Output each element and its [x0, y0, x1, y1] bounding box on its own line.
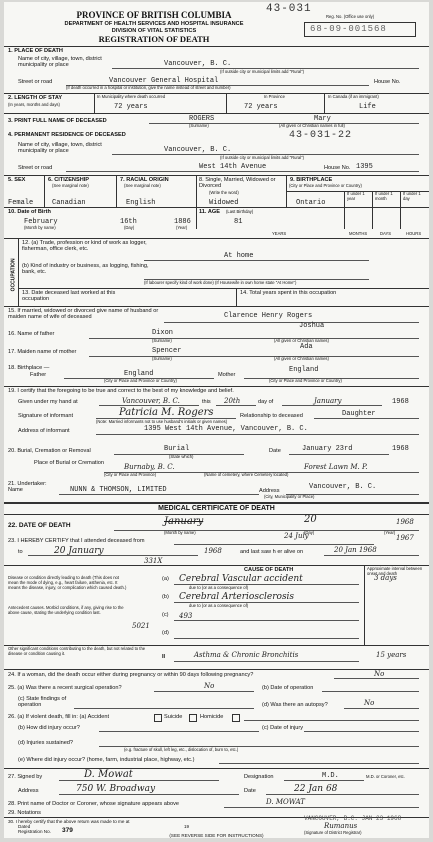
province-title: PROVINCE OF BRITISH COLUMBIA — [76, 10, 232, 20]
doctor-address: 750 W. Broadway — [76, 784, 156, 794]
burial-value: Burial — [164, 445, 190, 453]
mother-birthplace-cap: (City or Place and Province or Country) — [269, 378, 342, 383]
given-month-value: January — [314, 397, 342, 405]
mother-birthplace: England — [289, 366, 319, 374]
stay-canada-label: In Canada (if an immigrant) — [328, 94, 379, 99]
doctor-signature: D. Mowat — [84, 769, 133, 780]
informant-sig-label: Signature of informant — [18, 413, 74, 419]
burial-year-value: 1968 — [392, 445, 409, 453]
industry-label: (b) Kind of industry or business, as logging, fishing, bank, etc. — [22, 263, 149, 276]
age-years-caption: YEARS — [272, 231, 287, 236]
place-city-value: Vancouver, B. C. — [164, 60, 232, 68]
homicide-label: Homicide — [200, 714, 224, 720]
cause-b-value: Cerebral Arteriosclerosis — [179, 592, 295, 602]
spouse-label: 15. If married, widowed or divorced give name of husband or maiden name of wife of deceased — [8, 308, 159, 321]
certify-return-label: 30. I hereby certify that the above return was made to me at — [8, 819, 130, 824]
stay-prov-value: 72 years — [244, 103, 278, 111]
pregnancy-value: No — [374, 670, 385, 678]
given-at-value: Vancouver, B. C. — [122, 397, 180, 405]
given-year-value: 1968 — [392, 398, 409, 406]
last-saw-value: 20 Jan 1968 — [334, 546, 377, 554]
attended-from: 24 July — [284, 532, 309, 540]
cause-code: 331X — [144, 557, 163, 565]
given-names-value: Mary — [314, 115, 331, 123]
reverse-side-note: (SEE REVERSE SIDE FOR INSTRUCTIONS) — [169, 833, 264, 838]
death-year: 1968 — [396, 518, 414, 526]
mother-given-cap: (All given or Christian names) — [274, 356, 329, 361]
mother-surname: Spencer — [152, 347, 182, 355]
place-street-label: Street or road — [18, 79, 53, 85]
dob-month: February — [24, 218, 58, 226]
dob-year-caption: (Year) — [176, 225, 188, 230]
birthplace-label: 9. BIRTHPLACE — [290, 177, 333, 183]
violent-death-label: 26. (a) If violent death, fill in: (a) Accident — [8, 714, 110, 720]
registration-no-label: Registration No. — [18, 829, 51, 834]
cause-a-letter: (a) — [162, 576, 169, 582]
cause-d-letter: (d) — [162, 630, 169, 636]
burial-value-cap: (State which) — [169, 454, 194, 459]
attended-to-year: 1968 — [204, 547, 222, 555]
given-day-value: 20th — [224, 397, 241, 405]
autopsy-value: No — [364, 699, 375, 707]
how-injury-label: (b) How did injury occur? — [18, 725, 80, 731]
certify-informant-label: 19. I certify that the foregoing to be true and correct to the best of my knowledge and belief. — [8, 388, 234, 394]
mother-surname-cap: (Surname) — [152, 356, 172, 361]
death-day: 20 — [304, 514, 317, 525]
to-label: to — [18, 549, 23, 555]
cause-b-letter: (b) — [162, 594, 169, 600]
residence-city-label: Name of city, village, town, district municipality or place — [18, 142, 102, 155]
age-months-caption: MONTHS — [349, 231, 368, 236]
pregnancy-label: 24. If a woman, did the death occur either during pregnancy or within 90 days following pregnancy? — [8, 672, 254, 678]
dob-label: 10. Date of Birth — [8, 209, 51, 215]
age-hours-caption: HOURS — [406, 231, 422, 236]
birthplace-value: Ontario — [296, 199, 326, 207]
autopsy-label: (d) Was there an autopsy? — [262, 702, 328, 708]
age-label: 11. AGE — [199, 209, 220, 215]
place-of-death-heading: 1. PLACE OF DEATH — [8, 48, 63, 54]
trade-value: At home — [224, 252, 254, 260]
burial-date-label: Date — [269, 448, 281, 454]
injuries-note: (e.g. fracture of skull, left leg, etc., dislocation of, burn to, etc.) — [124, 747, 239, 752]
marital-status-label: 8. Single, Married, Widowed or Divorced — [199, 177, 276, 190]
print-doctor-label: 28. Print name of Doctor or Coroner, whose signature appears above — [8, 801, 180, 807]
dob-month-caption: (Month by name) — [24, 225, 56, 230]
racial-origin-sub: (See marginal note) — [124, 183, 161, 188]
father-surname-cap: (Surname) — [152, 338, 172, 343]
accident-checkbox[interactable] — [154, 714, 162, 722]
death-registration-form — [4, 2, 429, 838]
father-label: 16. Name of father — [8, 331, 55, 337]
total-years-label: 14. Total years spent in this occupation — [240, 290, 337, 296]
medical-heading: MEDICAL CERTIFICATE OF DEATH — [158, 505, 275, 512]
surname-caption: (Surname) — [189, 123, 209, 128]
undertaker-label: 21. Undertaker: Name — [8, 481, 47, 494]
undertaker-address-label: Address — [259, 488, 280, 494]
occupation-side-label: OCCUPATION — [10, 258, 17, 292]
registration-number: 68-09-001568 — [310, 24, 387, 34]
father-given: Joshua — [299, 322, 325, 330]
burial-place-value: Burnaby, B. C. — [124, 463, 175, 471]
death-month: January — [164, 516, 204, 527]
department-title: DEPARTMENT OF HEALTH SERVICES AND HOSPITAL INSURANCE — [64, 21, 244, 27]
burial-place-cap: (City or Place and Province) — [104, 472, 157, 477]
last-worked-label: 13. Date deceased last worked at this occupation — [22, 290, 116, 303]
designation-label: Designation — [244, 774, 274, 780]
antecedent-label: Antecedent causes. Morbid conditions, if any, giving rise to the above cause, stating the underlying condition last. — [8, 605, 124, 615]
relationship-label: Relationship to deceased — [240, 413, 303, 419]
place-city-note: (If outside city or municipal limits add "Rural") — [220, 69, 304, 74]
operation-date-label: (b) Date of operation — [262, 685, 314, 691]
age-sub: (Last Birthday) — [226, 209, 254, 214]
undertaker-value: NUNN & THOMSON, LIMITED — [70, 486, 167, 494]
racial-origin-label: 7. RACIAL ORIGIN — [120, 177, 169, 183]
surgery-label: 25. (a) Was there a recent surgical operation? — [8, 685, 122, 691]
death-day-cap: (Day) — [304, 530, 315, 535]
cause-a-value: Cerebral Vascular accident — [179, 574, 303, 584]
marital-status-value: Widowed — [209, 199, 239, 207]
attended-label: 23. I HEREBY CERTIFY that I attended deceased from — [8, 538, 145, 544]
other-conditions-interval: 15 years — [376, 651, 407, 659]
immediate-cause-label: Disease or condition directly leading to death (This does not mean the mode of dying, e.g., heart failure, asthenia, etc. It means the disease, injury, or complication which caused death.) — [8, 575, 127, 590]
stay-muni-label: In Municipality where death occurred — [97, 94, 166, 99]
day-of-label: day of — [258, 399, 274, 405]
residence-house-value: 1395 — [356, 163, 373, 171]
citizenship-sub: (See marginal note) — [52, 183, 89, 188]
sex-label: 5. SEX — [8, 177, 26, 183]
doctor-date-label: Date — [244, 788, 256, 794]
division-title: DIVISION OF VITAL STATISTICS — [111, 28, 197, 34]
given-names-caption: (All given or Christian names in full) — [279, 123, 345, 128]
injury-where-label: (e) Where did injury occur? (home, farm, industrial place, highway, etc.) — [18, 757, 195, 763]
print-doctor-value: D. MOWAT — [266, 798, 305, 806]
place-city-label: Name of city, village, town, district municipality or place — [18, 56, 102, 69]
full-name-label: 3. PRINT FULL NAME OF DECEASED — [8, 118, 107, 124]
interval-heading: Approximate interval between onset and death — [367, 566, 423, 576]
injury-date-label: (c) Date of injury — [262, 725, 304, 731]
registrar-stamp: VANCOUVER, B.C. JAN 23 1968 — [304, 815, 402, 822]
signed-by-label: 27. Signed by — [8, 774, 43, 780]
parent-birthplace-label: 18. Birthplace — — [8, 365, 50, 371]
father-surname: Dixon — [152, 329, 174, 337]
due-to-a: due to (or as a consequence of) — [189, 585, 249, 590]
stay-muni-value: 72 years — [114, 103, 148, 111]
citizenship-value: Canadian — [52, 199, 86, 207]
reg-no-label: Reg. No. (Office use only) — [326, 14, 375, 19]
place-street-note: (If death occurred in a hospital or institution, give the name instead of street and number) — [66, 85, 231, 90]
undertaker-address-cap: (City, Municipality or Place) — [264, 494, 315, 499]
notations-label: 29. Notations — [8, 810, 41, 816]
relationship-value: Daughter — [342, 410, 376, 418]
other-conditions-ii: II — [162, 654, 166, 660]
father-birthplace: England — [124, 370, 154, 378]
occupation-note: (If labourer specify kind of work done) (If Housewife in own home state "At Home") — [144, 280, 297, 285]
burial-date-value: January 23rd — [302, 445, 353, 453]
age-value: 81 — [234, 218, 243, 226]
attended-from-year: 1967 — [396, 534, 414, 542]
form-title: REGISTRATION OF DEATH — [98, 34, 210, 44]
injuries-label: (d) Injuries sustained? — [18, 740, 74, 746]
length-of-stay-sub: (In years, months and days) — [8, 102, 60, 107]
dob-day-caption: (Day) — [124, 225, 135, 230]
father-birthplace-cap: (City or Place and Province or Country) — [104, 378, 177, 383]
other-conditions-label: Other significant conditions contributing to the death, but not related to the disease or condition causing it. — [8, 646, 146, 656]
designation-cap: M.D. or Coroner, etc. — [366, 774, 405, 779]
informant-address: 1395 West 14th Avenue, Vancouver, B. C. — [144, 425, 308, 433]
birthplace-sub: (City or Place and Province or Country) — [289, 183, 362, 188]
residence-street-value: West 14th Avenue — [199, 163, 267, 171]
dob-day: 16th — [120, 218, 137, 226]
length-of-stay-heading: 2. LENGTH OF STAY — [8, 95, 63, 101]
residence-city-note: (If outside city or municipal limits add "Rural") — [220, 155, 304, 160]
undertaker-address: Vancouver, B. C. — [309, 483, 377, 491]
cause-a-interval: 3 days — [374, 574, 397, 582]
sex-value: Female — [8, 199, 34, 207]
spouse-value: Clarence Henry Rogers — [224, 312, 313, 320]
place-house-label: House No. — [374, 79, 401, 85]
citizenship-label: 6. CITIZENSHIP — [48, 177, 90, 183]
mother-given: Ada — [300, 343, 313, 351]
dated-label: Dated — [18, 824, 31, 829]
surname-value: ROGERS — [189, 115, 215, 123]
burial-place-label: Place of Burial or Cremation — [34, 460, 104, 466]
suicide-label: Suicide — [164, 714, 183, 720]
death-month-cap: (Month by name) — [164, 530, 196, 535]
registration-no-value: 379 — [62, 827, 73, 834]
surgery-value: No — [204, 682, 215, 690]
homicide-checkbox[interactable] — [232, 714, 240, 722]
registrar-signature: Rumanus — [324, 822, 358, 830]
registrar-sig-cap: (Signature of District Registrar) — [304, 830, 362, 835]
informant-sig-note: (Note: Married informants not to use husband's initials or given names) — [96, 419, 228, 424]
under-day-label: If under 1 day — [403, 191, 421, 201]
other-conditions-value: Asthma & Chronic Bronchitis — [194, 651, 299, 659]
corner-number: 43-031 — [266, 3, 312, 15]
findings-label: (c) State findings of operation — [18, 696, 67, 709]
date-of-death-label: 22. DATE OF DEATH — [8, 522, 71, 529]
designation-value: M.D. — [322, 772, 339, 780]
cause-c-code: 493 — [179, 612, 193, 620]
cause-code-2: 5021 — [132, 622, 150, 630]
dob-year: 1886 — [174, 218, 191, 226]
father-birthplace-label: Father — [30, 372, 47, 378]
under-year-label: If under 1 year — [347, 191, 365, 201]
stay-prov-label: In Province — [264, 94, 285, 99]
dated-nineteen: 19 — [184, 824, 190, 829]
last-saw-label: and last saw h er alive on — [240, 549, 304, 555]
doctor-address-label: Address — [18, 788, 39, 794]
under-month-label: If under 1 month — [375, 191, 393, 201]
death-year-cap: (Year) — [384, 530, 396, 535]
age-days-caption: DAYS — [380, 231, 392, 236]
place-street-value: Vancouver General Hospital — [109, 77, 219, 85]
cause-heading: CAUSE OF DEATH — [244, 567, 294, 573]
doctor-date: 22 Jan 68 — [294, 784, 338, 794]
this-label: this — [202, 399, 211, 405]
informant-signature: Patricia M. Rogers — [119, 407, 214, 418]
trade-label: 12. (a) Trade, profession or kind of work as logger, fisherman, office clerk, etc. — [22, 240, 147, 253]
stay-canada-value: Life — [359, 103, 376, 111]
residence-heading: 4. PERMANENT RESIDENCE OF DECEASED — [8, 132, 126, 138]
name-code-stamp: 43-031-22 — [289, 130, 353, 141]
cemetery-value: Forest Lawn M. P. — [304, 463, 368, 471]
mother-label: 17. Maiden name of mother — [8, 349, 77, 355]
suicide-checkbox[interactable] — [189, 714, 197, 722]
informant-address-label: Address of informant — [18, 428, 70, 434]
cause-c-letter: (c) — [162, 612, 169, 618]
cemetery-cap: (Name of cemetery, where Cemetery located) — [204, 472, 289, 477]
given-hand-label: Given under my hand at — [18, 399, 78, 405]
mother-birthplace-label: Mother — [218, 372, 236, 378]
residence-house-label: House No. — [324, 165, 351, 171]
residence-street-label: Street or road — [18, 165, 53, 171]
residence-city-value: Vancouver, B. C. — [164, 146, 232, 154]
due-to-b: due to (or as a consequence of) — [189, 603, 249, 608]
burial-label: 20. Burial, Cremation or Removal — [8, 448, 91, 454]
racial-origin-value: English — [126, 199, 156, 207]
attended-to: 20 January — [54, 546, 104, 556]
father-given-cap: (All given or Christian names) — [274, 338, 329, 343]
marital-status-sub: (Write the word) — [209, 190, 239, 195]
